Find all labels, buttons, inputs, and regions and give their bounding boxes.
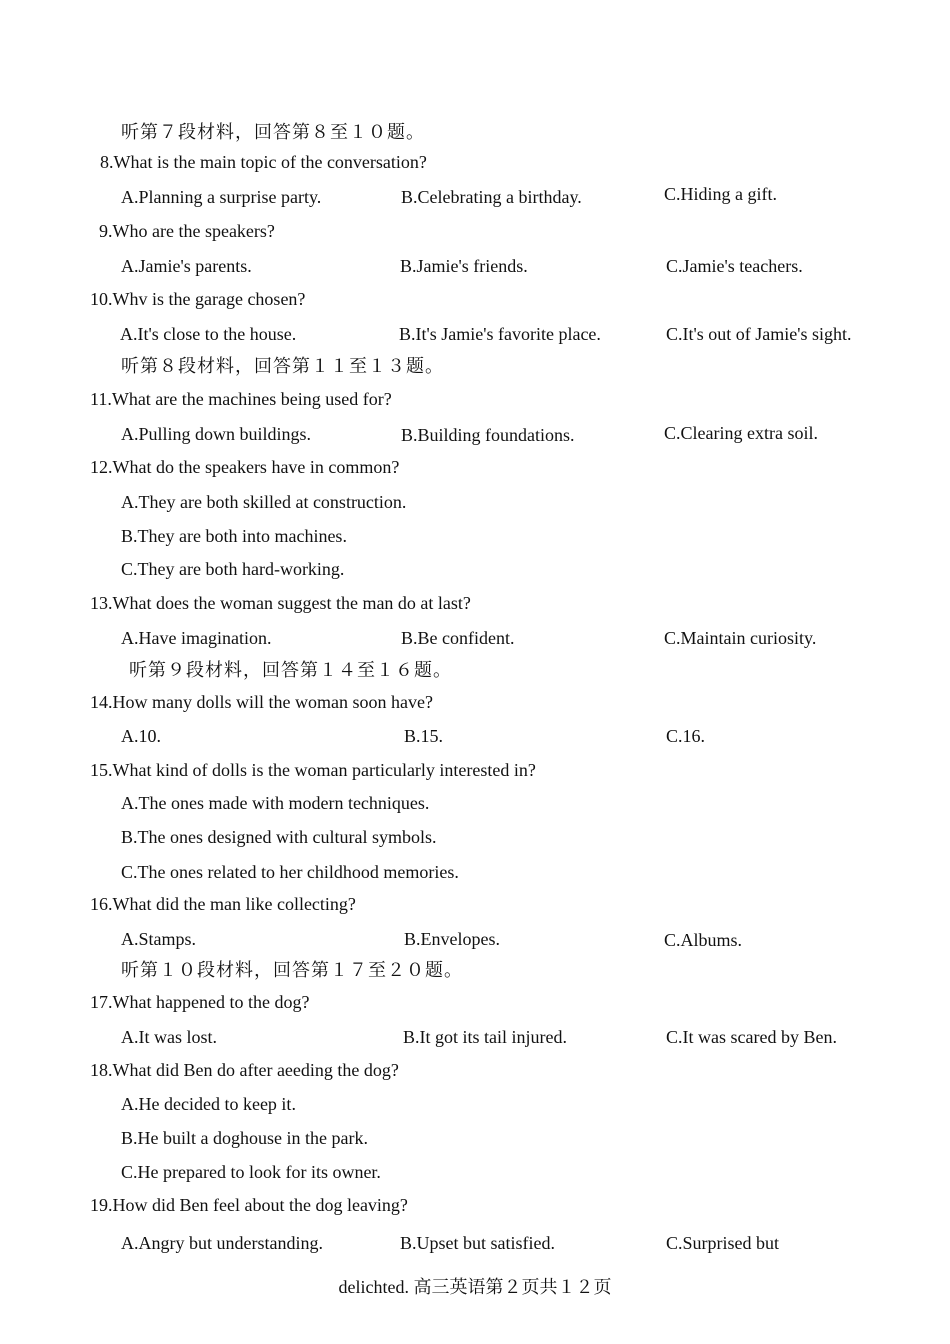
option-c: C.It was scared by Ben. [666, 1027, 837, 1047]
option-a: A.Planning a surprise party. [121, 187, 322, 207]
option-b: B.Be confident. [401, 628, 515, 648]
section-heading: 听第９段材料，回答第１４至１６题。 [129, 660, 452, 680]
option-a: A.Have imagination. [121, 628, 272, 648]
question-stem: 16.What did the man like collecting? [90, 894, 356, 914]
option-a: A.They are both skilled at construction. [121, 492, 407, 512]
question-stem: 13.What does the woman suggest the man do at last? [90, 593, 471, 613]
option-c: C.Albums. [664, 930, 743, 950]
option-b: B.It's Jamie's favorite place. [399, 324, 601, 344]
option-a: A.Stamps. [121, 929, 197, 949]
option-c: C.The ones related to her childhood memories. [121, 862, 459, 882]
option-a: A.Jamie's parents. [121, 256, 252, 276]
option-b: B.Building foundations. [401, 425, 575, 445]
question-stem: 9.Who are the speakers? [99, 221, 275, 241]
question-stem: 12.What do the speakers have in common? [90, 457, 400, 477]
option-c: C.They are both hard-working. [121, 559, 345, 579]
option-b: B.The ones designed with cultural symbols. [121, 827, 437, 847]
option-b: B.They are both into machines. [121, 526, 347, 546]
option-c: C.Clearing extra soil. [664, 423, 818, 443]
option-a: A.He decided to keep it. [121, 1094, 296, 1114]
option-c: C.16. [666, 726, 706, 746]
question-stem: 19.How did Ben feel about the dog leaving? [90, 1195, 408, 1215]
option-b: B.He built a doghouse in the park. [121, 1128, 368, 1148]
option-b: B.Envelopes. [404, 929, 500, 949]
option-c: C.It's out of Jamie's sight. [666, 324, 852, 344]
page-footer: delichted. 高三英语第２页共１２页 [338, 1277, 612, 1297]
option-c: C.Hiding a gift. [664, 184, 777, 204]
question-stem: 17.What happened to the dog? [90, 992, 310, 1012]
option-a: A.Pulling down buildings. [121, 424, 312, 444]
option-b: B.15. [404, 726, 444, 746]
question-stem: 8.What is the main topic of the conversation? [100, 152, 427, 172]
option-a: A.It's close to the house. [120, 324, 297, 344]
option-b: B.It got its tail injured. [403, 1027, 567, 1047]
option-b: B.Jamie's friends. [400, 256, 528, 276]
section-heading: 听第８段材料，回答第１１至１３题。 [121, 356, 444, 376]
option-b: B.Upset but satisfied. [400, 1233, 555, 1253]
section-heading: 听第７段材料，回答第８至１０题。 [121, 122, 425, 142]
option-a: A.It was lost. [121, 1027, 217, 1047]
section-heading: 听第１０段材料，回答第１７至２０题。 [121, 960, 463, 980]
question-stem: 10.Whv is the garage chosen? [90, 289, 306, 309]
option-c: C.He prepared to look for its owner. [121, 1162, 381, 1182]
option-c: C.Surprised but [666, 1233, 780, 1253]
question-stem: 18.What did Ben do after aeeding the dog? [90, 1060, 399, 1080]
option-a: A.The ones made with modern techniques. [121, 793, 430, 813]
option-b: B.Celebrating a birthday. [401, 187, 582, 207]
option-a: A.10. [121, 726, 161, 746]
question-stem: 14.How many dolls will the woman soon have? [90, 692, 433, 712]
question-stem: 15.What kind of dolls is the woman particularly interested in? [90, 760, 536, 780]
question-stem: 11.What are the machines being used for? [90, 389, 392, 409]
option-a: A.Angry but understanding. [121, 1233, 323, 1253]
option-c: C.Maintain curiosity. [664, 628, 817, 648]
option-c: C.Jamie's teachers. [666, 256, 803, 276]
